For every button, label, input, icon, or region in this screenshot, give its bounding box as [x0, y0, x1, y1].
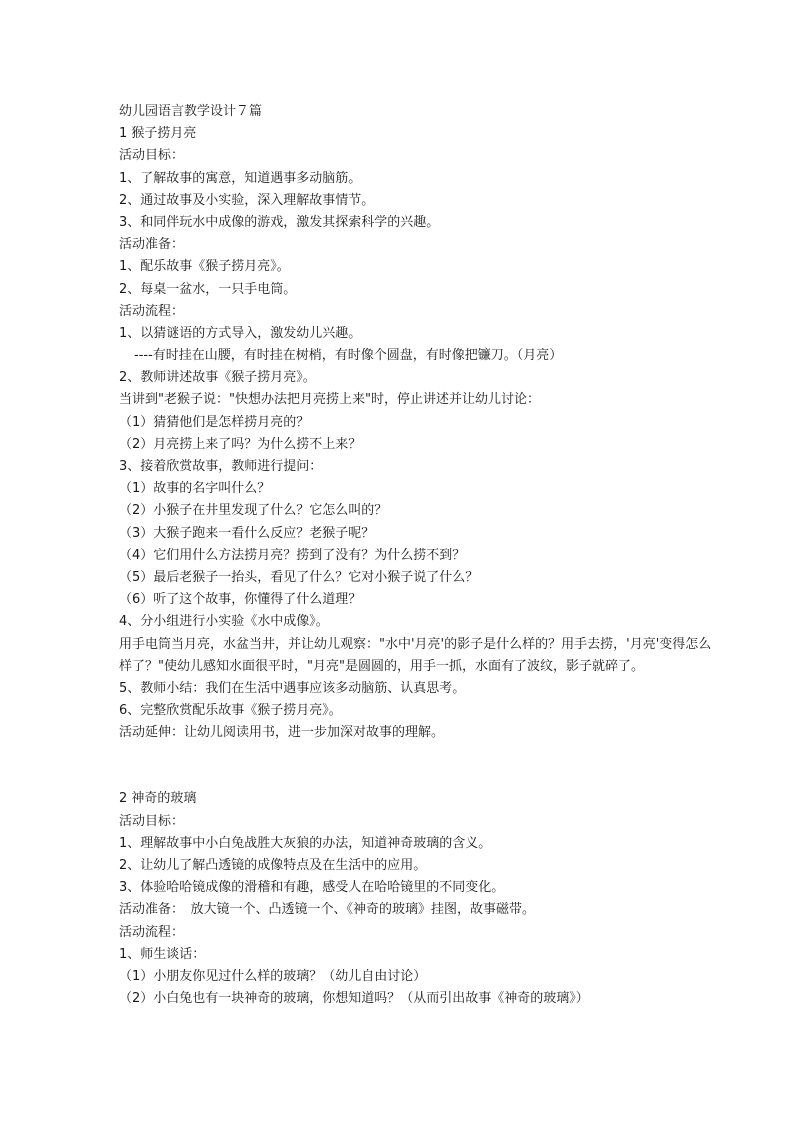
- section-1-process-step: 2、教师讲述故事《猴子捞月亮》。: [119, 370, 316, 386]
- document-body: [119, 101, 719, 1010]
- section-2-goal: 2、让幼儿了解凸透镜的成像特点及在生活中的应用。: [119, 858, 427, 874]
- section-spacer: [119, 744, 719, 788]
- section-1-prep-label: 活动准备：: [119, 237, 185, 253]
- section-1-question: （6）听了这个故事，你懂得了什么道理？: [119, 592, 362, 608]
- section-1-question: （4）它们用什么方法捞月亮？捞到了没有？为什么捞不到？: [119, 547, 466, 563]
- section-1-prep-item: 1、配乐故事《猴子捞月亮》。: [119, 259, 290, 275]
- section-1-riddle: ----有时挂在山腰，有时挂在树梢，有时像个圆盘，有时像把镰刀。（月亮）: [134, 348, 563, 364]
- section-2-heading: 2 神奇的玻璃: [119, 791, 197, 807]
- section-1-goals-label: 活动目标：: [119, 148, 185, 164]
- section-1-process-label: 活动流程：: [119, 303, 185, 319]
- section-1-process-step: 6、完整欣赏配乐故事《猴子捞月亮》。: [119, 703, 342, 719]
- section-2-question: （1）小朋友你见过什么样的玻璃？（幼儿自由讨论）: [119, 968, 427, 984]
- section-1-process-step: 3、接着欣赏故事，教师进行提问：: [119, 459, 323, 474]
- section-1-question: （2）月亮捞上来了吗？为什么捞不上来？: [119, 436, 362, 452]
- section-2-goals-label: 活动目标：: [119, 813, 185, 829]
- section-1-question: （1）故事的名字叫什么？: [119, 481, 271, 497]
- section-2-process-label: 活动流程：: [119, 924, 185, 940]
- section-1-process-step: 当讲到"老猴子说："快想办法把月亮捞上来"时，停止讲述并让幼儿讨论：: [119, 392, 540, 408]
- document-title: 幼儿园语言教学设计７篇: [119, 104, 263, 119]
- section-1-process-step: 1、以猜谜语的方式导入，激发幼儿兴趣。: [119, 325, 362, 341]
- section-1-prep-item: 2、每桌一盆水，一只手电筒。: [119, 281, 297, 297]
- section-2-goal: 1、理解故事中小白兔战胜大灰狼的办法，知道神奇玻璃的含义。: [119, 835, 492, 851]
- section-2-goal: 3、体验哈哈镜成像的滑稽和有趣，感受人在哈哈镜里的不同变化。: [119, 880, 505, 896]
- section-1-process-step: 4、分小组进行小实验《水中成像》。: [119, 614, 329, 630]
- section-1-question: （1）猜猜他们是怎样捞月亮的？: [119, 414, 310, 430]
- section-1-question: （5）最后老猴子一抬头，看见了什么？它对小猴子说了什么？: [119, 569, 479, 585]
- section-1-question: （2）小猴子在井里发现了什么？它怎么叫的？: [119, 503, 388, 519]
- section-1-goal: 3、和同伴玩水中成像的游戏，激发其探索科学的兴趣。: [119, 214, 440, 230]
- section-1-experiment-paragraph: 用手电筒当月亮，水盆当井，并让幼儿观察："水中'月亮'的影子是什么样的？用手去捞，'月亮'变得怎么样了？"使幼儿感知水面很平时，"月亮"是圆圆的，用手一抓，水面有了波纹，影子就碎了。: [119, 636, 712, 674]
- section-2-question: （2）小白兔也有一块神奇的玻璃，你想知道吗？（从而引出故事《神奇的玻璃》）: [119, 991, 589, 1007]
- section-2-prep: 活动准备： 放大镜一个、凸透镜一个、《神奇的玻璃》挂图，故事磁带。: [119, 902, 536, 918]
- section-1-question: （3）大猴子跑来一看什么反应？老猴子呢？: [119, 525, 375, 541]
- section-1-goal: 1、了解故事的寓意，知道遇事多动脑筋。: [119, 170, 362, 186]
- section-2-process-step: 1、师生谈话：: [119, 946, 206, 962]
- section-1-heading: 1 猴子捞月亮: [119, 126, 197, 142]
- section-1-goal: 2、通过故事及小实验，深入理解故事情节。: [119, 192, 375, 208]
- section-1-extension: 活动延伸：让幼儿阅读用书，进一步加深对故事的理解。: [119, 725, 445, 741]
- section-1-process-step: 5、教师小结：我们在生活中遇事应该多动脑筋、认真思考。: [119, 680, 466, 696]
